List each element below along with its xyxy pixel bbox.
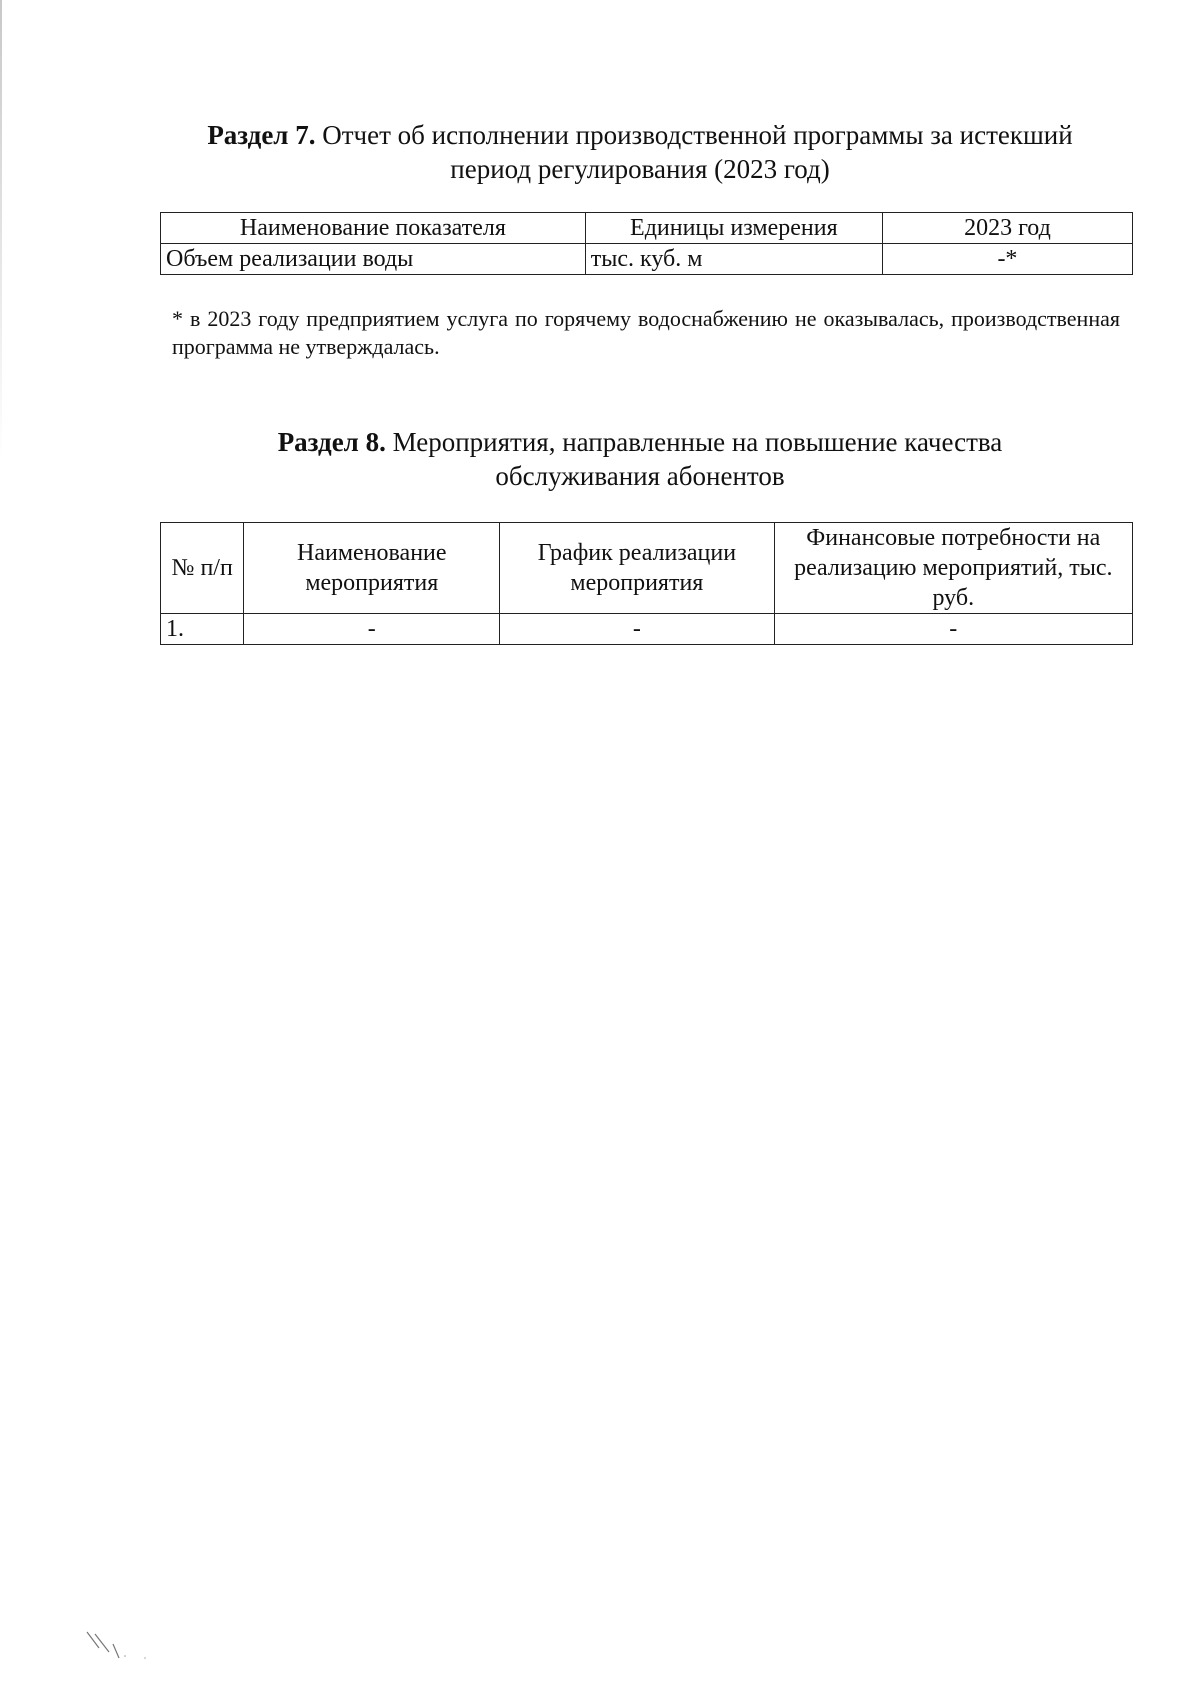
section-8-heading	[150, 425, 1130, 493]
section-7-footnote: * в 2023 году предприятием услуга по горячему водоснабжению не оказывалась, производственная программа не утверждалась.	[172, 306, 1120, 359]
table-row	[161, 614, 1133, 645]
section-7-heading	[150, 118, 1130, 186]
cell-unit: тыс. куб. м	[585, 244, 882, 275]
header-year: 2023 год	[882, 213, 1132, 244]
section-7-title-line1: Отчет об исполнении производственной программы за истекший	[315, 120, 1073, 150]
header-indicator-name: Наименование показателя	[161, 213, 586, 244]
header-unit: Единицы измерения	[585, 213, 882, 244]
section-7-title-line2: период регулирования (2023 год)	[450, 154, 830, 184]
cell-number: 1.	[161, 614, 244, 645]
cell-year-value: -*	[882, 244, 1132, 275]
table-header-row	[161, 523, 1133, 614]
section-7-label: Раздел 7.	[207, 120, 316, 150]
cell-measure-name: -	[244, 614, 500, 645]
section-7-table	[160, 212, 1133, 275]
section-8-title-line1: Мероприятия, направленные на повышение качества	[385, 427, 1003, 457]
cell-schedule: -	[500, 614, 774, 645]
section-8-table	[160, 522, 1133, 645]
scan-edge-shadow	[0, 0, 2, 460]
table-row	[161, 244, 1133, 275]
cell-financial-needs: -	[774, 614, 1132, 645]
section-8-title-line2: обслуживания абонентов	[495, 461, 785, 491]
pen-scribble-mark	[85, 1628, 165, 1668]
header-measure-name: Наименование мероприятия	[244, 523, 500, 614]
header-number: № п/п	[161, 523, 244, 614]
section-8-label: Раздел 8.	[277, 427, 386, 457]
header-schedule: График реализации мероприятия	[500, 523, 774, 614]
table-header-row	[161, 213, 1133, 244]
header-financial-needs: Финансовые потребности на реализацию мероприятий, тыс. руб.	[774, 523, 1132, 614]
cell-indicator-name: Объем реализации воды	[161, 244, 586, 275]
